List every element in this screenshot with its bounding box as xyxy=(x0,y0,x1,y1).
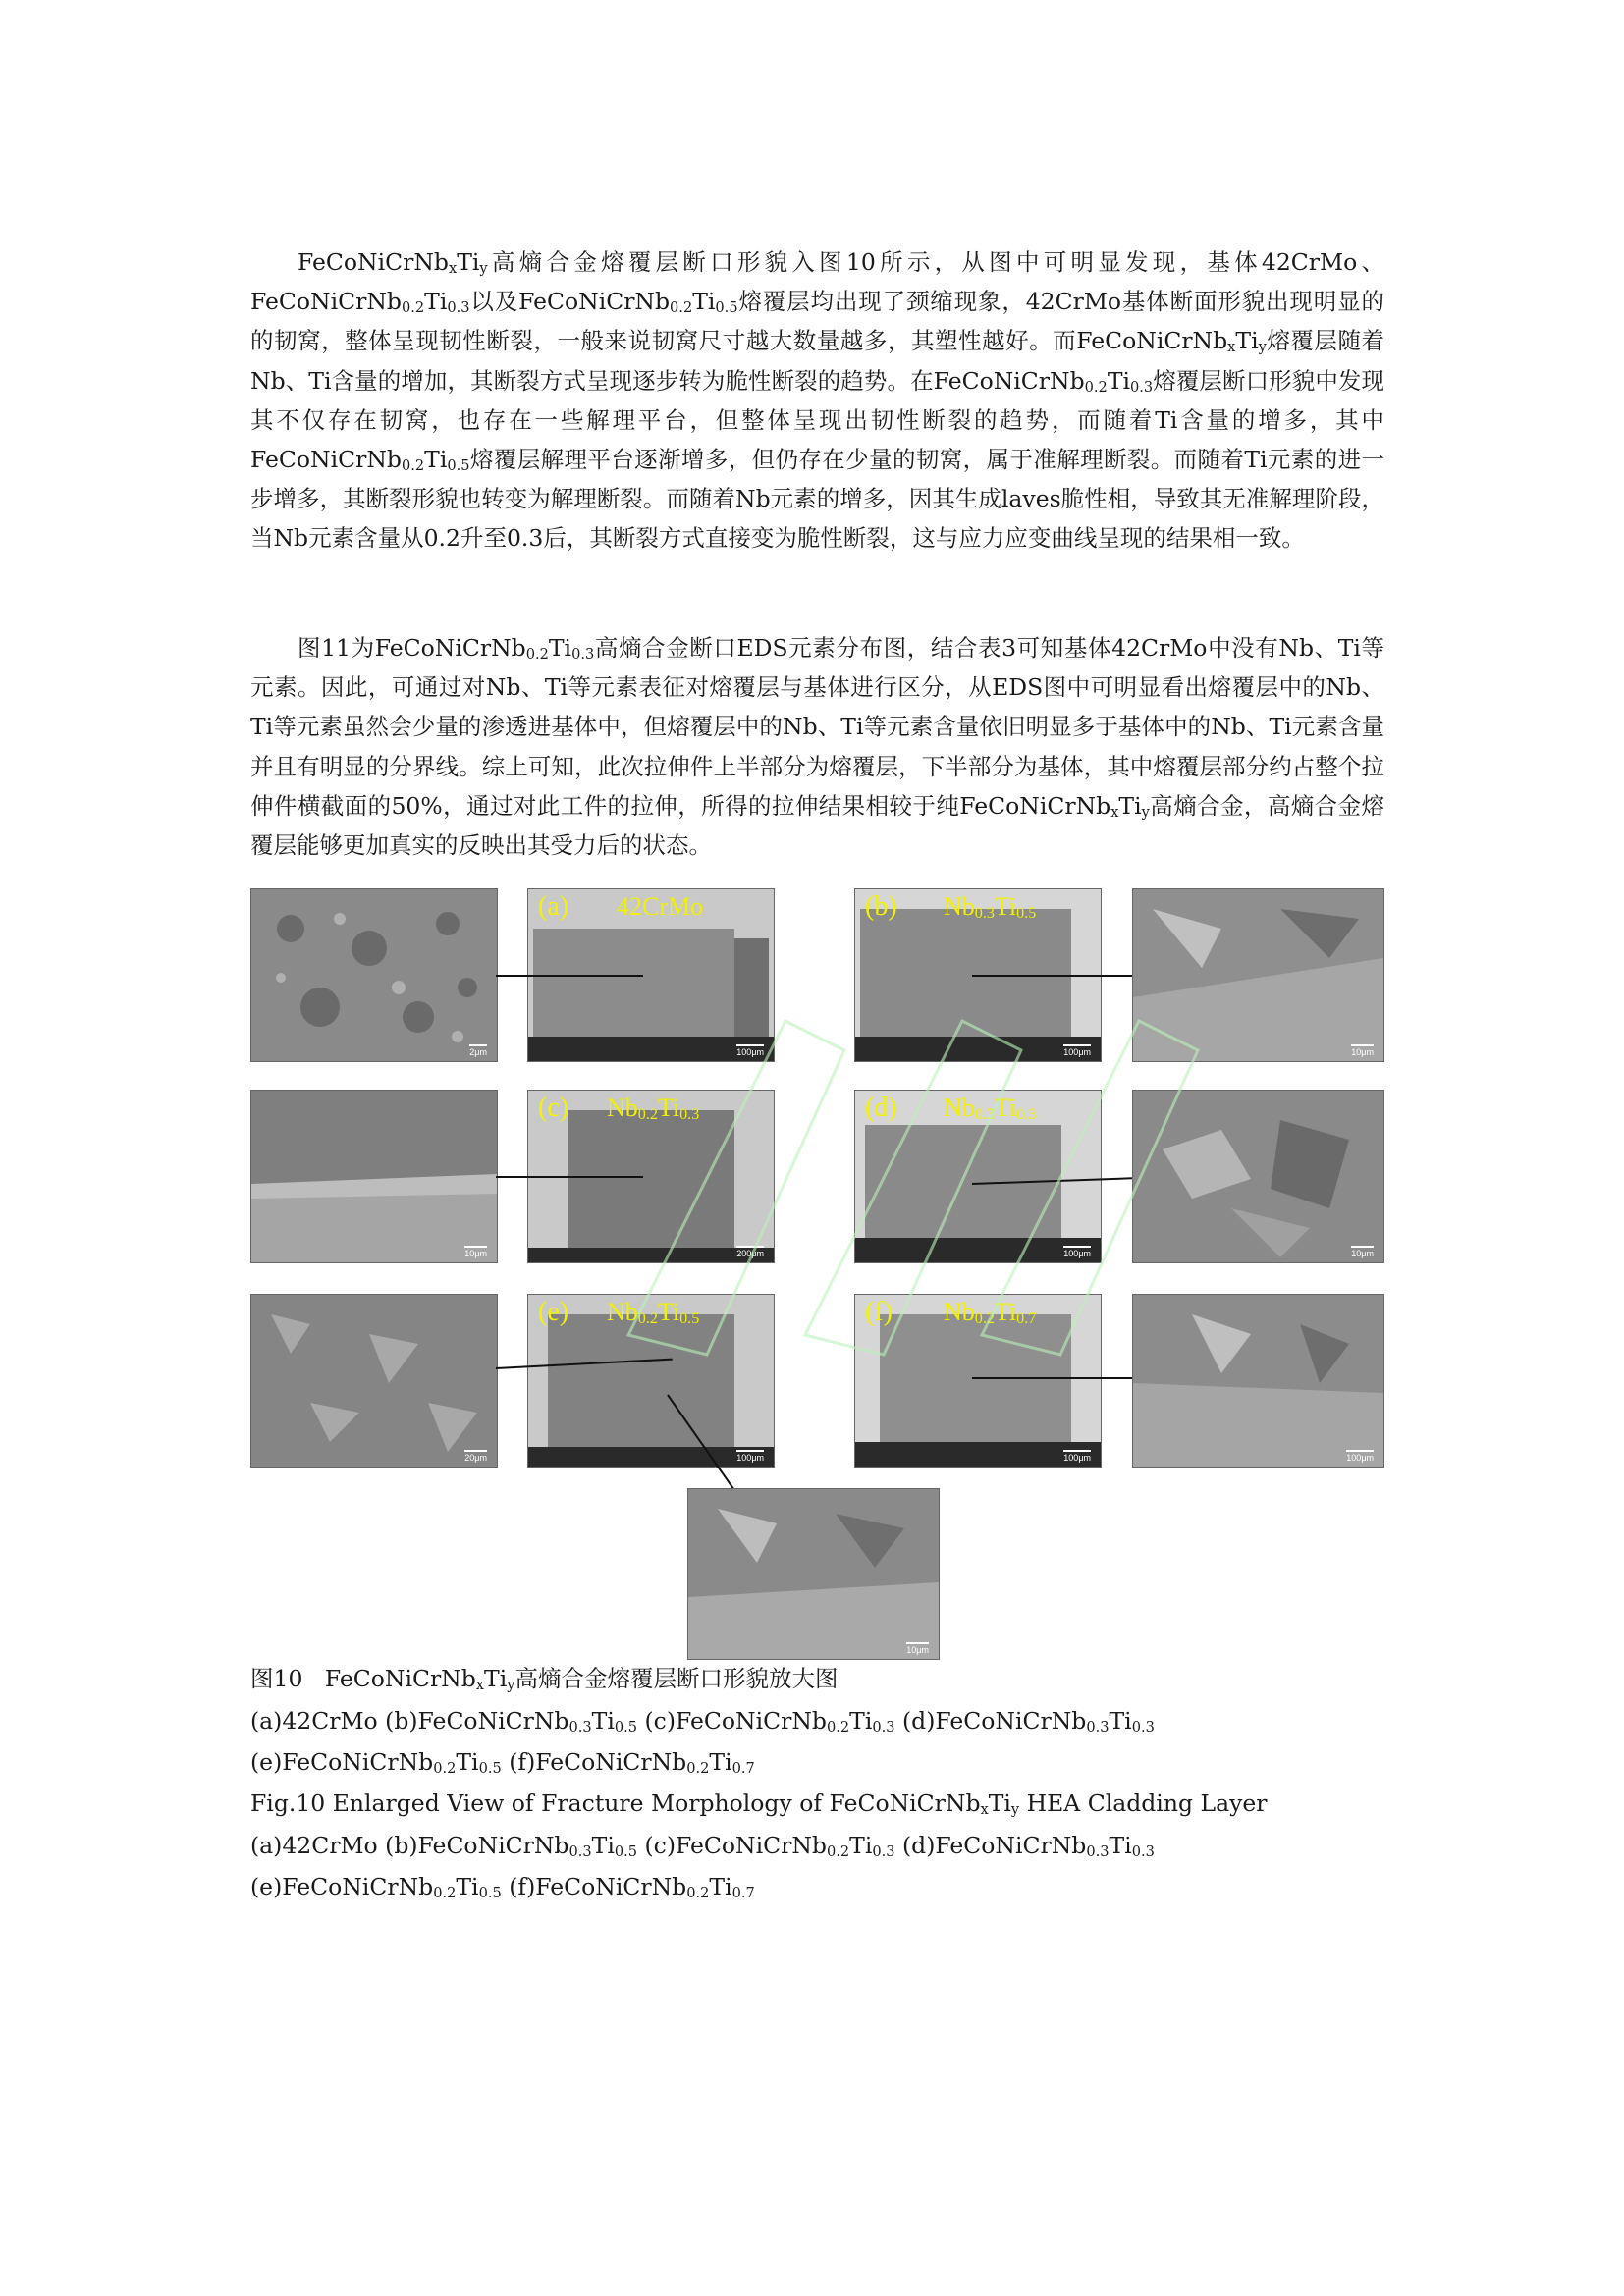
panel-composition-f: $Nb_{0.2}Ti_{0.7}$ xyxy=(944,1298,1037,1327)
sem-closeup-c xyxy=(250,1090,498,1263)
scale-bar: 100μm xyxy=(1063,1450,1091,1463)
sem-main-e xyxy=(527,1294,775,1468)
scale-bar: 2μm xyxy=(469,1044,487,1057)
panel-composition-a: 42CrMo xyxy=(617,892,704,921)
panel-composition-d: $Nb_{0.3}Ti_{0.3}$ xyxy=(944,1094,1037,1123)
sem-closeup-b xyxy=(1132,888,1384,1062)
panel-letter-a: (a) xyxy=(538,891,569,922)
figure-caption-cn-subs-2: $(e)FeCoNiCrNb_{0.2}Ti_{0.5}$ $(f)FeCoNiCrNb_{0.2}Ti_{0.7}$ xyxy=(250,1748,755,1777)
figure-caption-cn-subs-1: (a)42CrMo $(b)FeCoNiCrNb_{0.3}Ti_{0.5}$ $(c)FeCoNiCrNb_{0.2}Ti_{0.3}$ $(d)FeCoNiCrNb_{0.3}Ti_{0.3}$ xyxy=(250,1707,1155,1735)
panel-composition-c: $Nb_{0.2}Ti_{0.3}$ xyxy=(607,1094,700,1123)
scale-bar: 200μm xyxy=(736,1246,764,1258)
body-paragraph-1: $FeCoNiCrNb_xTi_y$高熵合金熔覆层断口形貌入图10所示，从图中可明显发现，基体42CrMo、$FeCoNiCrNb_{0.2}Ti_{0.3}$以及$FeCoNiCrNb_{0.2}Ti_{0.5}$熔覆层均出现了颈缩现象，42CrMo基体断面形貌出现明显的的韧窝，整体呈现韧性断裂，一般来说韧窝尺寸越大数量越多，其塑性越好。而$FeCoNiCrNb_xTi_y$熔覆层随着Nb、Ti含量的增加，其断裂方式呈现逐步转为脆性断裂的趋势。在$FeCoNiCrNb_{0.2}Ti_{0.3}$熔覆层断口形貌中发现其不仅存在韧窝，也存在一些解理平台，但整体呈现出韧性断裂的趋势，而随着Ti含量的增多，其中$FeCoNiCrNb_{0.2}Ti_{0.5}$熔覆层解理平台逐渐增多，但仍存在少量的韧窝，属于准解理断裂。而随着Ti元素的进一步增多，其断裂形貌也转变为解理断裂。而随着Nb元素的增多，因其生成laves脆性相，导致其无准解理阶段，当Nb元素含量从0.2升至0.3后，其断裂方式直接变为脆性断裂，这与应力应变曲线呈现的结果相一致。 xyxy=(250,248,1385,553)
scale-bar: 10μm xyxy=(464,1246,487,1258)
panel-letter-f: (f) xyxy=(865,1297,893,1327)
leader-line xyxy=(496,975,643,977)
sem-closeup-f xyxy=(1132,1294,1384,1468)
scale-bar: 10μm xyxy=(1351,1044,1374,1057)
scale-bar: 100μm xyxy=(1063,1246,1091,1258)
scale-bar: 100μm xyxy=(736,1450,764,1463)
body-paragraph-2: 图11为$FeCoNiCrNb_{0.2}Ti_{0.3}$高熵合金断口EDS元素分布图，结合表3可知基体42CrMo中没有Nb、Ti等元素。因此，可通过对Nb、Ti等元素表征对熔覆层与基体进行区分，从EDS图中可明显看出熔覆层中的Nb、Ti等元素虽然会少量的渗透进基体中，但熔覆层中的Nb、Ti等元素含量依旧明显多于基体中的Nb、Ti元素含量并且有明显的分界线。综上可知，此次拉伸件上半部分为熔覆层，下半部分为基体，其中熔覆层部分约占整个拉伸件横截面的50%，通过对此工件的拉伸，所得的拉伸结果相较于纯$FeCoNiCrNb_xTi_y$高熵合金，高熵合金熔覆层能够更加真实的反映出其受力后的状态。 xyxy=(250,634,1385,860)
panel-letter-b: (b) xyxy=(865,891,897,922)
scale-bar: 100μm xyxy=(1063,1044,1091,1057)
panel-letter-c: (c) xyxy=(538,1093,569,1123)
figure-caption-en: Fig.10 Enlarged View of Fracture Morphology of $FeCoNiCrNb_xTi_y$ HEA Cladding Layer xyxy=(250,1789,1268,1818)
sem-closeup-a xyxy=(250,888,498,1062)
panel-composition-e: $Nb_{0.2}Ti_{0.5}$ xyxy=(607,1298,700,1327)
panel-letter-d: (d) xyxy=(865,1093,897,1123)
leader-line xyxy=(972,975,1132,977)
leader-line xyxy=(972,1377,1132,1379)
figure-caption-cn: 图10 $FeCoNiCrNb_xTi_y$高熵合金熔覆层断口形貌放大图 xyxy=(250,1665,839,1693)
figure-caption-en-subs-1: (a)42CrMo $(b)FeCoNiCrNb_{0.3}Ti_{0.5}$ $(c)FeCoNiCrNb_{0.2}Ti_{0.3}$ $(d)FeCoNiCrNb_{0.3}Ti_{0.3}$ xyxy=(250,1832,1155,1860)
sem-main-d xyxy=(854,1090,1102,1263)
sem-main-f xyxy=(854,1294,1102,1468)
scale-bar: 10μm xyxy=(906,1642,929,1655)
panel-composition-b: $Nb_{0.3}Ti_{0.5}$ xyxy=(944,892,1037,922)
leader-line xyxy=(496,1176,643,1178)
sem-closeup-e-left xyxy=(250,1294,498,1468)
scale-bar: 10μm xyxy=(1351,1246,1374,1258)
panel-letter-e: (e) xyxy=(538,1297,569,1327)
scale-bar: 20μm xyxy=(464,1450,487,1463)
scale-bar: 100μm xyxy=(736,1044,764,1057)
sem-closeup-d xyxy=(1132,1090,1384,1263)
sem-closeup-e-bottom xyxy=(687,1488,940,1660)
scale-bar: 100μm xyxy=(1346,1450,1374,1463)
figure-caption-en-subs-2: $(e)FeCoNiCrNb_{0.2}Ti_{0.5}$ $(f)FeCoNiCrNb_{0.2}Ti_{0.7}$ xyxy=(250,1873,755,1901)
